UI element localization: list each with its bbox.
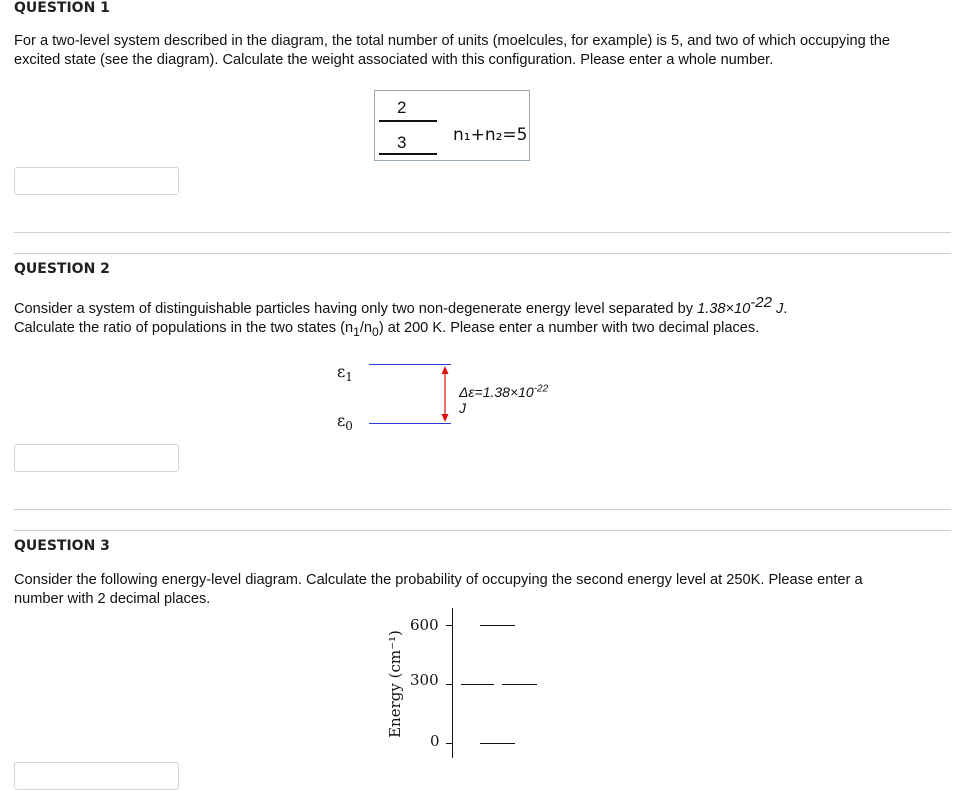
total-units-label: n₁+n₂=5: [453, 125, 528, 145]
question-1-heading: QUESTION 1: [14, 0, 110, 16]
energy-axis-line: [452, 608, 453, 758]
separator: [14, 509, 951, 510]
question-3-text: Consider the following energy-level diagram. Calculate the probability of occupying the second energy level at 250K. Please enter a number with 2 decimal places.: [14, 572, 863, 607]
slash-n: /n: [359, 319, 373, 336]
upper-level-line: [379, 120, 437, 122]
tick-label-600: 600: [410, 616, 439, 634]
question-2-text-line2a: Calculate the ratio of populations in the two states (n: [14, 319, 354, 336]
n1-subscript: 1: [353, 324, 360, 339]
question-1-diagram: [374, 90, 530, 161]
question-2-text: Consider a system of distinguishable particles having only two non-degenerate energy level separated by $1.38\times 10^{-22}$ J. Calculate the ratio of populations in the two states $(n_1/n_0)$ at 200 K. Please enter a number with two decimal places.: [14, 294, 788, 339]
separation-exponent: -22: [750, 294, 772, 312]
energy-level-600: [480, 625, 515, 626]
energy-axis-label: Energy (cm⁻¹): [386, 630, 404, 738]
axis-tick: [446, 625, 452, 626]
lower-level-line: [379, 153, 437, 155]
upper-energy-level-line: [369, 364, 451, 365]
energy-level-0: [480, 743, 515, 744]
n0-subscript: 0: [372, 324, 379, 339]
energy-level-300-b: [502, 684, 537, 685]
separator: [14, 253, 951, 254]
separation-unit: J: [776, 301, 784, 317]
separator: [14, 530, 951, 531]
double-arrow-icon: [439, 366, 451, 422]
question-1-answer-input[interactable]: [14, 167, 179, 195]
tick-label-300: 300: [410, 671, 439, 689]
epsilon-1-label: $\varepsilon_1$: [337, 362, 353, 385]
axis-tick: [446, 684, 452, 685]
lower-count: 3: [397, 133, 407, 152]
separator: [14, 232, 951, 233]
energy-level-300-a: [461, 684, 494, 685]
question-2-answer-input[interactable]: [14, 444, 179, 472]
epsilon-0-label: $\varepsilon_0$: [337, 411, 353, 434]
question-2-text-line1: Consider a system of distinguishable particles having only two non-degenerate energy level separated by: [14, 301, 694, 317]
question-3-heading: QUESTION 3: [14, 538, 110, 554]
lower-energy-level-line: [369, 423, 451, 424]
question-1-text: For a two-level system described in the diagram, the total number of units (moelcules, for example) is 5, and two of which occupying the excited state (see the diagram). Calculate the weight associated with this configuration. Please enter a whole number.: [14, 33, 891, 68]
tick-label-0: 0: [430, 732, 440, 750]
upper-count: 2: [397, 98, 407, 117]
gap-label: $\Delta\varepsilon=1.38\times 10^{-22}$ J: [459, 383, 549, 416]
axis-tick: [446, 743, 452, 744]
question-3-answer-input[interactable]: [14, 762, 179, 790]
question-2-heading: QUESTION 2: [14, 261, 110, 277]
separation-value: 1.38×10: [697, 301, 751, 317]
question-2-text-line2b: ) at 200 K. Please enter a number with two decimal places.: [378, 319, 760, 336]
